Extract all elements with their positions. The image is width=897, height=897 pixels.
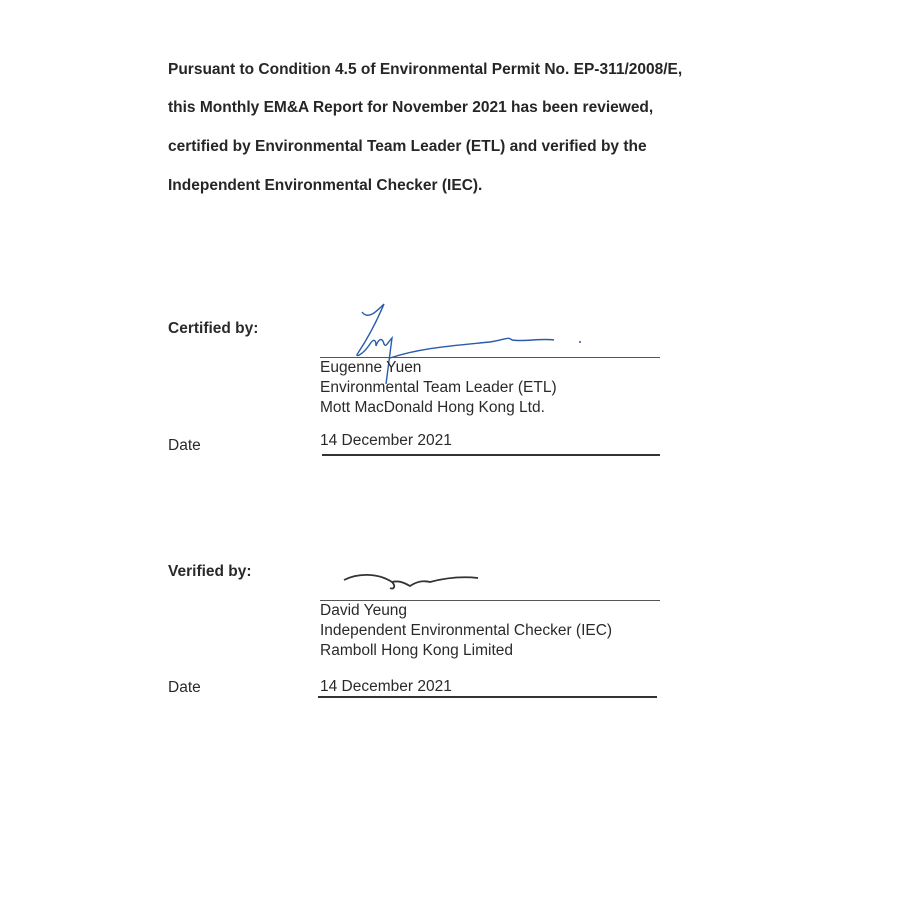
- verified-title: Independent Environmental Checker (IEC): [320, 622, 613, 639]
- certified-name: Eugenne Yuen: [320, 359, 422, 376]
- verified-date-label: Date: [168, 679, 201, 696]
- certified-title: Environmental Team Leader (ETL): [320, 379, 557, 396]
- certified-company: Mott MacDonald Hong Kong Ltd.: [320, 399, 545, 416]
- certified-date: 14 December 2021: [320, 432, 452, 449]
- certified-date-line: [322, 454, 660, 456]
- iec-signature: [340, 568, 490, 598]
- verified-by-label: Verified by:: [168, 563, 252, 580]
- verified-date-line: [318, 696, 657, 698]
- statement-line-3: certified by Environmental Team Leader (ETL) and verified by the: [168, 138, 647, 155]
- statement-line-4: Independent Environmental Checker (IEC).: [168, 177, 483, 194]
- verified-name: David Yeung: [320, 602, 408, 619]
- statement-line-2: this Monthly EM&A Report for November 2021 has been reviewed,: [168, 99, 654, 116]
- certified-date-label: Date: [168, 437, 201, 454]
- statement-line-1: Pursuant to Condition 4.5 of Environmental Permit No. EP-311/2008/E,: [168, 61, 683, 78]
- verified-date: 14 December 2021: [320, 678, 452, 695]
- certified-by-label: Certified by:: [168, 320, 259, 337]
- verified-company: Ramboll Hong Kong Limited: [320, 642, 513, 659]
